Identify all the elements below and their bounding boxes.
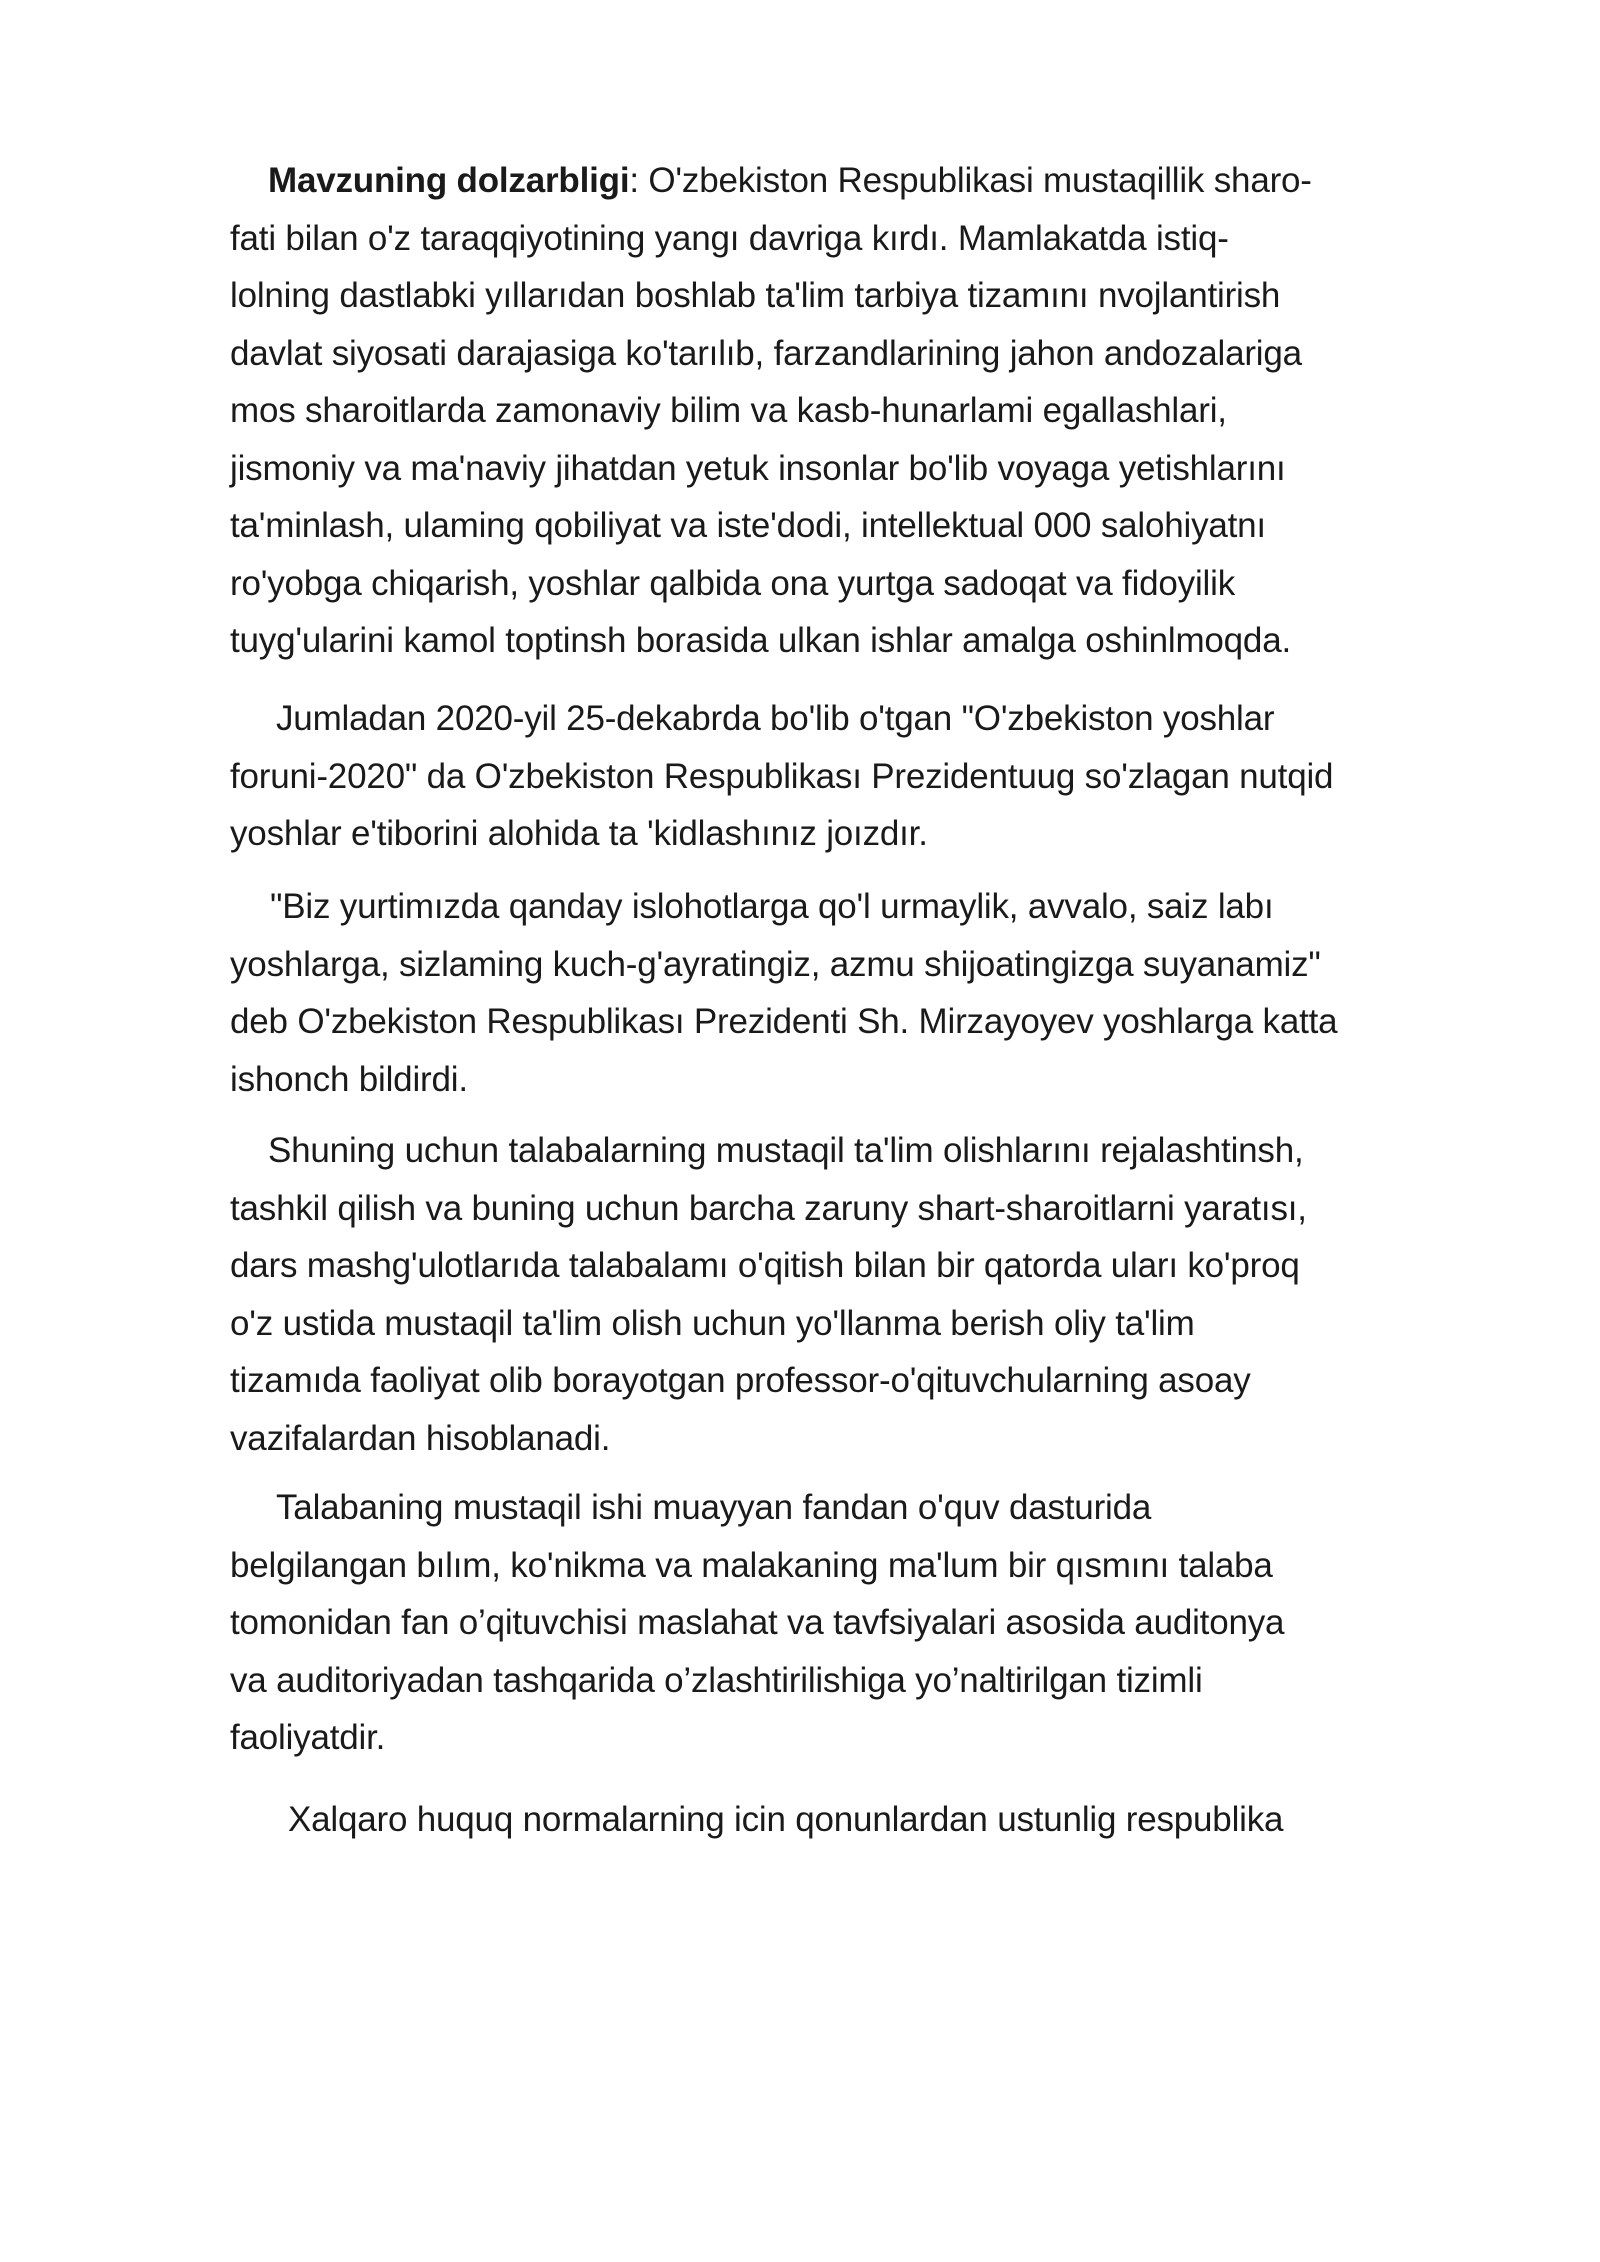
text-line: Xalqaro huquq normalarning icin qonunlardan ustunlig respublika: [288, 1800, 1284, 1839]
text-line: [230, 152, 1490, 210]
text-line: ta'minlash, ulaming qobiliyat va iste'dodi, intellektual 000 salohiyatnı: [230, 506, 1266, 545]
text-line: tuyg'ularini kamol toptinsh borasida ulkan ishlar amalga oshinlmoqda.: [230, 621, 1291, 660]
text-line: belgilangan bılım, ko'nikma va malakaning ma'lum bir qısmını talaba: [230, 1545, 1273, 1585]
text-line: yoshlar e'tiborini alohida ta 'kidlashınız joızdır.: [230, 814, 928, 853]
paragraph-forum: [230, 690, 1490, 863]
text-line: o'z ustida mustaqil ta'lim olish uchun yo'llanma berish oliy ta'lim: [230, 1303, 1195, 1343]
text-line: faoliyatdir.: [230, 1718, 386, 1757]
text-line: jismoniy va ma'naviy jihatdan yetuk insonlar bo'lib voyaga yetishlarını: [230, 448, 1286, 488]
text-line: davlat siyosati darajasiga ko'tarılıb, farzandlarining jahon andozalariga: [230, 333, 1302, 373]
text-line: tizamıda faoliyat olib borayotgan professor-o'qituvchularning asoay: [230, 1361, 1251, 1400]
text-line: ishonch bildirdi.: [230, 1059, 468, 1099]
text-line: "Biz yurtimızda qanday islohotlarga qo'l urmaylik, avvalo, saiz labı: [270, 887, 1274, 926]
paragraph-international-law: [230, 1791, 1490, 1849]
heading-relevance: Mavzuning dolzarbligi: [268, 161, 630, 200]
text-line: deb O'zbekiston Respublikası Prezidenti Sh. Mirzayoyev yoshlarga katta: [230, 1002, 1338, 1041]
text-line: Talabaning mustaqil ishi muayyan fandan o'quv dasturida: [276, 1488, 1152, 1527]
paragraph-quote: [230, 878, 1490, 1108]
text-line: dars mashg'ulotlarıda talabalamı o'qitish bilan bir qatorda uları ko'proq: [230, 1246, 1300, 1285]
text-line: ro'yobga chiqarish, yoshlar qalbida ona yurtga sadoqat va fidoyilik: [230, 563, 1236, 603]
text-line: va auditoriyadan tashqarida o’zlashtirilishiga yo’naltirilgan tizimli: [230, 1660, 1203, 1700]
text-line: Jumladan 2020-yil 25-dekabrda bo'lib o'tgan "O'zbekiston yoshlar: [276, 699, 1275, 738]
text-line: tashkil qilish va buning uchun barcha zaruny shart-sharoitlarni yaratısı,: [230, 1188, 1307, 1228]
text-line: Shuning uchun talabalarning mustaqil ta'lim olishlarını rejalashtinsh,: [268, 1131, 1304, 1170]
text-line: tomonidan fan o’qituvchisi maslahat va tavfsiyalari asosida auditonya: [230, 1603, 1285, 1642]
paragraph-student-work: [230, 1479, 1490, 1767]
text-line: foruni-2020" da O'zbekiston Respublikası Prezidentuug so'zlagan nutqid: [230, 756, 1334, 796]
text-line: mos sharoitlarda zamonaviy bilim va kasb-hunarlami egallashlari,: [230, 391, 1227, 430]
text-line: fati bilan o'z taraqqiyotining yangı davriga kırdı. Mamlakatda istiq-: [230, 218, 1229, 258]
paragraph-independent-study: [230, 1122, 1490, 1467]
text-span: : O'zbekiston Respublikasi mustaqillik sharo-: [629, 161, 1312, 200]
text-line: lolning dastlabki yıllarıdan boshlab ta'lim tarbiya tizamını nvojlantirish: [230, 276, 1281, 315]
paragraph-relevance: [230, 152, 1490, 670]
text-line: yoshlarga, sizlaming kuch-g'ayratingiz, azmu shijoatingizga suyanamiz": [230, 944, 1321, 984]
text-line: vazifalardan hisoblanadi.: [230, 1418, 611, 1458]
